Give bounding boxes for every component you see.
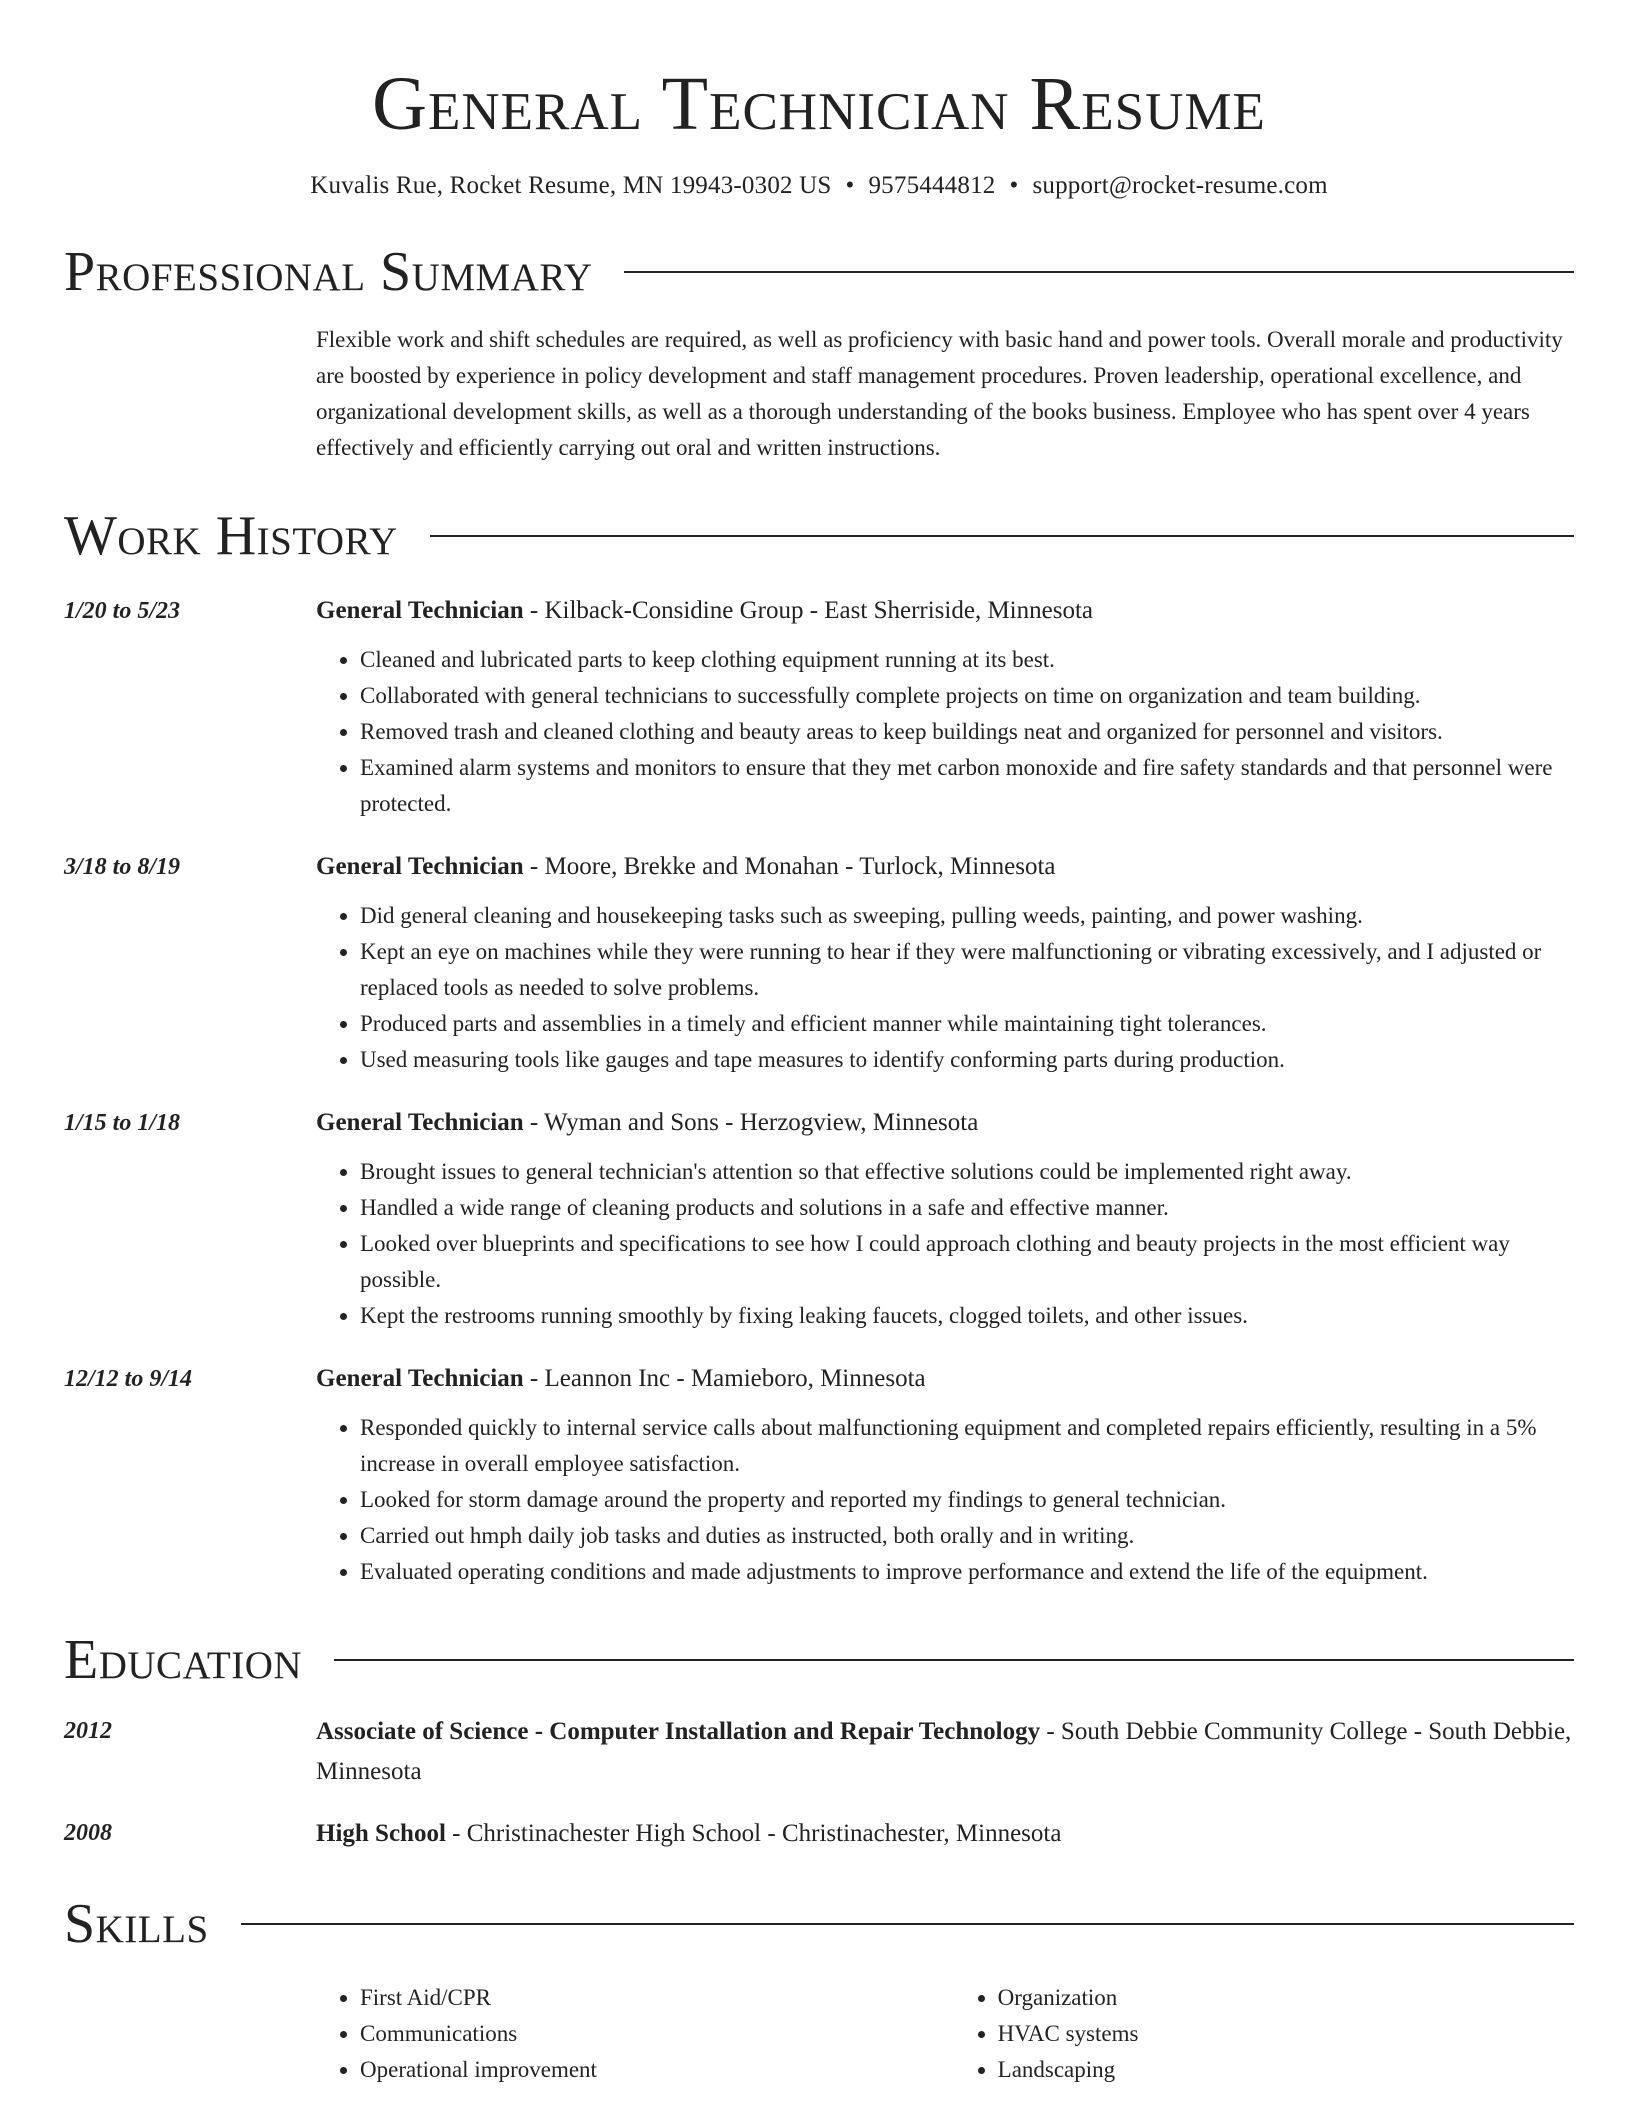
degree-name: High School [316, 1820, 446, 1847]
list-item: • Evaluated operating conditions and made adjustments to improve performance and extend the life of the equipment. [360, 1554, 1574, 1590]
work-entry [64, 848, 1574, 1078]
job-employer-location: - Kilback-Considine Group - East Sherriside, Minnesota [523, 597, 1093, 624]
work-bullets [316, 898, 1574, 1078]
work-heading-line [316, 1360, 1574, 1398]
section-divider [624, 271, 1574, 273]
education-heading: Education [64, 1629, 303, 1691]
work-heading-line [316, 1104, 1574, 1142]
list-item: • Carried out hmph daily job tasks and duties as instructed, both orally and in writing. [360, 1518, 1574, 1554]
job-title: General Technician [316, 1365, 524, 1392]
work-dates: 1/15 to 1/18 [64, 1110, 181, 1136]
job-title: General Technician [316, 1109, 524, 1136]
school-location: - South Debbie Community College - South Debbie, Minnesota [316, 1718, 1572, 1785]
section-divider [241, 1923, 1574, 1925]
list-item: • Responded quickly to internal service calls about malfunctioning equipment and completed repairs efficiently, resulting in a 5% increase in overall employee satisfaction. [360, 1410, 1574, 1482]
school-location: - Christinachester High School - Christinachester, Minnesota [445, 1820, 1062, 1847]
list-item: • Produced parts and assemblies in a timely and efficient manner while maintaining tight tolerances. [360, 1006, 1574, 1042]
list-item: • Cleaned and lubricated parts to keep clothing equipment running at its best. [360, 642, 1574, 678]
work-heading-line [316, 848, 1574, 886]
list-item: • Looked for storm damage around the property and reported my findings to general technician. [360, 1482, 1574, 1518]
section-divider [430, 535, 1574, 537]
work-entry [64, 592, 1574, 822]
job-title: General Technician [316, 853, 524, 880]
list-item: • Looked over blueprints and specifications to see how I could approach clothing and beauty projects in the most efficient way possible. [360, 1226, 1574, 1298]
skills-column-left [316, 1980, 954, 2088]
education-heading-line [316, 1712, 1574, 1792]
work-bullets [316, 1410, 1574, 1590]
work-heading-line [316, 592, 1574, 630]
skill-item: • Operational improvement [360, 2052, 954, 2088]
contact-phone: 9575444812 [868, 172, 996, 199]
contact-email: support@rocket-resume.com [1032, 172, 1328, 199]
job-employer-location: - Wyman and Sons - Herzogview, Minnesota [523, 1109, 979, 1136]
contact-address: Kuvalis Rue, Rocket Resume, MN 19943-0302 US [310, 172, 832, 199]
work-dates: 3/18 to 8/19 [64, 854, 181, 880]
skills-column-right [954, 1980, 1574, 2088]
resume-page [64, 0, 1574, 2088]
skills-heading: Skills [64, 1893, 209, 1955]
job-employer-location: - Moore, Brekke and Monahan - Turlock, Minnesota [523, 853, 1056, 880]
work-history-list [64, 592, 1574, 1590]
work-entry [64, 1360, 1574, 1590]
list-item: • Did general cleaning and housekeeping tasks such as sweeping, pulling weeds, painting, and power washing. [360, 898, 1574, 934]
work-entry-body [316, 1104, 1574, 1334]
list-item: • Handled a wide range of cleaning products and solutions in a safe and effective manner. [360, 1190, 1574, 1226]
section-divider [334, 1659, 1574, 1661]
work-dates: 1/20 to 5/23 [64, 598, 181, 624]
summary-section-header [64, 242, 1574, 302]
list-item: • Brought issues to general technician's attention so that effective solutions could be implemented right away. [360, 1154, 1574, 1190]
education-entry [64, 1712, 1574, 1792]
skill-item: • Organization [998, 1980, 1574, 2016]
list-item: • Used measuring tools like gauges and tape measures to identify conforming parts during production. [360, 1042, 1574, 1078]
education-entry-body [316, 1814, 1574, 1854]
work-heading: Work History [64, 505, 398, 567]
contact-separator: • [845, 172, 855, 199]
work-entry-body [316, 592, 1574, 822]
degree-name: Associate of Science - Computer Installation and Repair Technology [316, 1718, 1041, 1745]
work-section-header [64, 506, 1574, 566]
skill-item: • HVAC systems [998, 2016, 1574, 2052]
list-item: • Examined alarm systems and monitors to ensure that they met carbon monoxide and fire safety standards and that personnel were protected. [360, 750, 1574, 822]
work-entry [64, 1104, 1574, 1334]
skills-grid [316, 1980, 1574, 2088]
education-entry [64, 1814, 1574, 1854]
list-item: • Kept an eye on machines while they were running to hear if they were malfunctioning or vibrating excessively, and I adjusted or replaced tools as needed to solve problems. [360, 934, 1574, 1006]
work-bullets [316, 642, 1574, 822]
list-item: • Kept the restrooms running smoothly by fixing leaking faucets, clogged toilets, and other issues. [360, 1298, 1574, 1334]
education-list [64, 1712, 1574, 1854]
skills-section-header [64, 1894, 1574, 1954]
job-employer-location: - Leannon Inc - Mamieboro, Minnesota [523, 1365, 926, 1392]
work-dates: 12/12 to 9/14 [64, 1366, 193, 1392]
summary-heading: Professional Summary [64, 241, 593, 303]
education-year: 2008 [64, 1820, 112, 1846]
skill-item: • Communications [360, 2016, 954, 2052]
list-item: • Collaborated with general technicians to successfully complete projects on time on organization and team building. [360, 678, 1574, 714]
skill-item: • First Aid/CPR [360, 1980, 954, 2016]
contact-line [64, 170, 1574, 202]
work-bullets [316, 1154, 1574, 1334]
summary-text: Flexible work and shift schedules are required, as well as proficiency with basic hand and power tools. Overall morale and productivity are boosted by experience in policy development and staff management procedures. Proven leadership, operational excellence, and organizational development skills, as well as a thorough understanding of the books business. Employee who has spent over 4 years effectively and efficiently carrying out oral and written instructions. [316, 327, 1563, 460]
education-section-header [64, 1630, 1574, 1690]
skill-item: • Landscaping [998, 2052, 1574, 2088]
education-entry-body [316, 1712, 1574, 1792]
resume-title: General Technician Resume [372, 62, 1266, 146]
education-heading-line [316, 1814, 1574, 1854]
work-entry-body [316, 848, 1574, 1078]
list-item: • Removed trash and cleaned clothing and beauty areas to keep buildings neat and organized for personnel and visitors. [360, 714, 1574, 750]
contact-separator: • [1009, 172, 1019, 199]
job-title: General Technician [316, 597, 524, 624]
work-entry-body [316, 1360, 1574, 1590]
education-year: 2012 [64, 1718, 112, 1744]
